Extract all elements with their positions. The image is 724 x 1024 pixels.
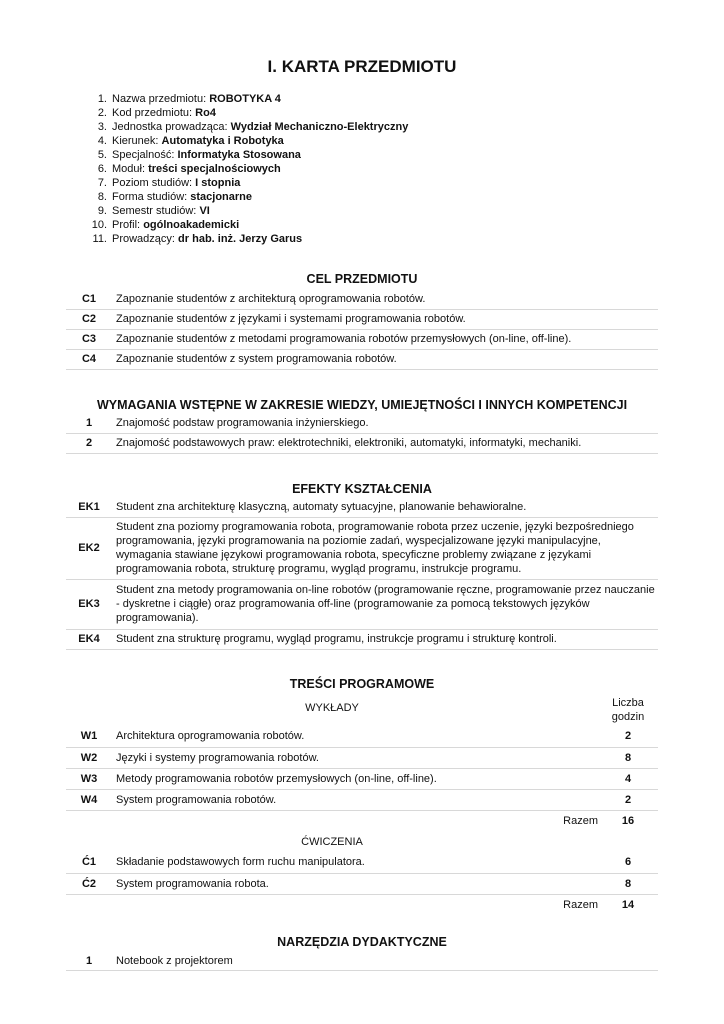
table-row: 1 Notebook z projektorem [66, 952, 658, 970]
table-row: 1 Znajomość podstaw programowania inżynierskiego. [66, 413, 658, 433]
cwiczenia-label: ĆWICZENIA [301, 836, 363, 848]
table-row: W4 System programowania robotów. 2 [66, 789, 658, 810]
info-label: Specjalność: [112, 149, 175, 161]
info-item: 10. Profil: ogólnoakademicki [91, 219, 240, 231]
info-value: Informatyka Stosowana [177, 149, 301, 161]
info-value: stacjonarne [190, 191, 253, 203]
razem-label: Razem [563, 899, 598, 912]
info-item: 11. Prowadzący: dr hab. inż. Jerzy Garus [92, 233, 303, 245]
info-item: 6. Moduł: treści specjalnościowych [97, 163, 281, 175]
razem-value: 16 [621, 815, 635, 828]
section-title-wymagania: WYMAGANIA WSTĘPNE W ZAKRESIE WIEDZY, UMIEJĘTNOŚCI I INNYCH KOMPETENCJI [96, 398, 628, 412]
info-item: 8. Forma studiów: stacjonarne [97, 191, 253, 203]
wymagania-table [66, 413, 658, 454]
info-item: 5. Specjalność: Informatyka Stosowana [97, 149, 301, 161]
table-row: C2 Zapoznanie studentów z językami i systemami programowania robotów. [66, 309, 658, 329]
razem-value: 14 [621, 899, 635, 912]
cwiczenia-header-row [66, 832, 658, 852]
info-item: 7. Poziom studiów: I stopnia [97, 177, 241, 189]
table-row: 2 Znajomość podstawowych praw: elektrotechniki, elektroniki, automatyki, informatyki, mechaniki. [66, 433, 658, 453]
table-row: EK4 Student zna strukturę programu, wygląd programu, instrukcje programu i strukturę kontroli. [66, 629, 658, 649]
table-row: Ć1 Składanie podstawowych form ruchu manipulatora. 6 [66, 852, 658, 873]
info-item: 2. Kod przedmiotu: Ro4 [97, 107, 216, 119]
table-row: C1 Zapoznanie studentów z architekturą oprogramowania robotów. [66, 289, 658, 309]
info-item: 9. Semestr studiów: VI [97, 205, 210, 217]
info-value: Automatyka i Robotyka [161, 135, 284, 147]
info-label: Prowadzący: [112, 233, 175, 245]
info-value: treści specjalnościowych [148, 163, 281, 175]
info-label: Semestr studiów: [112, 205, 197, 217]
info-label: Forma studiów: [112, 191, 188, 203]
info-label: Kod przedmiotu: [112, 107, 193, 119]
table-row: EK3 Student zna metody programowania on-line robotów (programowanie ręczne, programowanie przez nauczanie - dyskretne i ciągłe) oraz programowania off-line (programowanie za pomocą tekstowych języków programowania). [66, 579, 658, 629]
course-info-list [82, 92, 408, 246]
table-row: W1 Architektura oprogramowania robotów. 2 [66, 726, 658, 747]
info-label: Nazwa przedmiotu: [112, 93, 207, 105]
table-row: W2 Języki i systemy programowania robotów. 8 [66, 747, 658, 768]
info-value: ROBOTYKA 4 [209, 93, 281, 105]
section-title-cel: CEL PRZEDMIOTU [306, 272, 418, 286]
cel-table [66, 289, 658, 370]
page-title: I. KARTA PRZEDMIOTU [267, 57, 457, 76]
table-row: C4 Zapoznanie studentów z system programowania robotów. [66, 349, 658, 369]
info-value: I stopnia [195, 177, 241, 189]
info-item: 4. Kierunek: Automatyka i Robotyka [97, 135, 284, 147]
liczba-godzin-label: Liczba godzin [611, 697, 645, 723]
table-row: Ć2 System programowania robota. 8 [66, 873, 658, 894]
info-item: 3. Jednostka prowadząca: Wydział Mechaniczno-Elektryczny [97, 121, 409, 133]
razem-label: Razem [563, 815, 598, 828]
wyklady-label: WYKŁADY [305, 702, 359, 714]
info-item: 1. Nazwa przedmiotu: ROBOTYKA 4 [97, 93, 281, 105]
narzedzia-table [66, 952, 658, 971]
table-row: EK1 Student zna architekturę klasyczną, automaty sytuacyjne, planowanie behawioralne. [66, 497, 658, 517]
info-value: VI [199, 205, 210, 217]
table-row: EK2 Student zna poziomy programowania robota, programowanie robota przez uczenie, języki bezpośredniego programowania, języki programowania na poziomie zadań, wyspecjalizowane języki manipulacyjne, wymagania stawiane językowi programowania robota, specyficzne problemy związane z językami programowania robota, strukturę programu, wygląd programu, instrukcje programu. [66, 517, 658, 579]
info-value: Wydział Mechaniczno-Elektryczny [230, 121, 409, 133]
tresci-table [66, 694, 658, 916]
info-value: Ro4 [195, 107, 216, 119]
cwiczenia-razem-row [66, 894, 658, 916]
info-value: ogólnoakademicki [143, 219, 240, 231]
info-label: Kierunek: [112, 135, 159, 147]
section-title-efekty: EFEKTY KSZTAŁCENIA [292, 482, 432, 496]
info-value: dr hab. inż. Jerzy Garus [178, 233, 303, 245]
wyklady-razem-row [66, 810, 658, 832]
table-row: W3 Metody programowania robotów przemysłowych (on-line, off-line). 4 [66, 768, 658, 789]
efekty-table [66, 497, 658, 650]
section-title-tresci: TREŚCI PROGRAMOWE [289, 677, 435, 691]
table-row: C3 Zapoznanie studentów z metodami programowania robotów przemysłowych (on-line, off-line). [66, 329, 658, 349]
section-title-narzedzia: NARZĘDZIA DYDAKTYCZNE [277, 935, 447, 949]
info-label: Moduł: [112, 163, 146, 175]
table-header-row [66, 694, 658, 726]
info-label: Poziom studiów: [112, 177, 193, 189]
info-label: Jednostka prowadząca: [112, 121, 228, 133]
info-label: Profil: [112, 219, 141, 231]
